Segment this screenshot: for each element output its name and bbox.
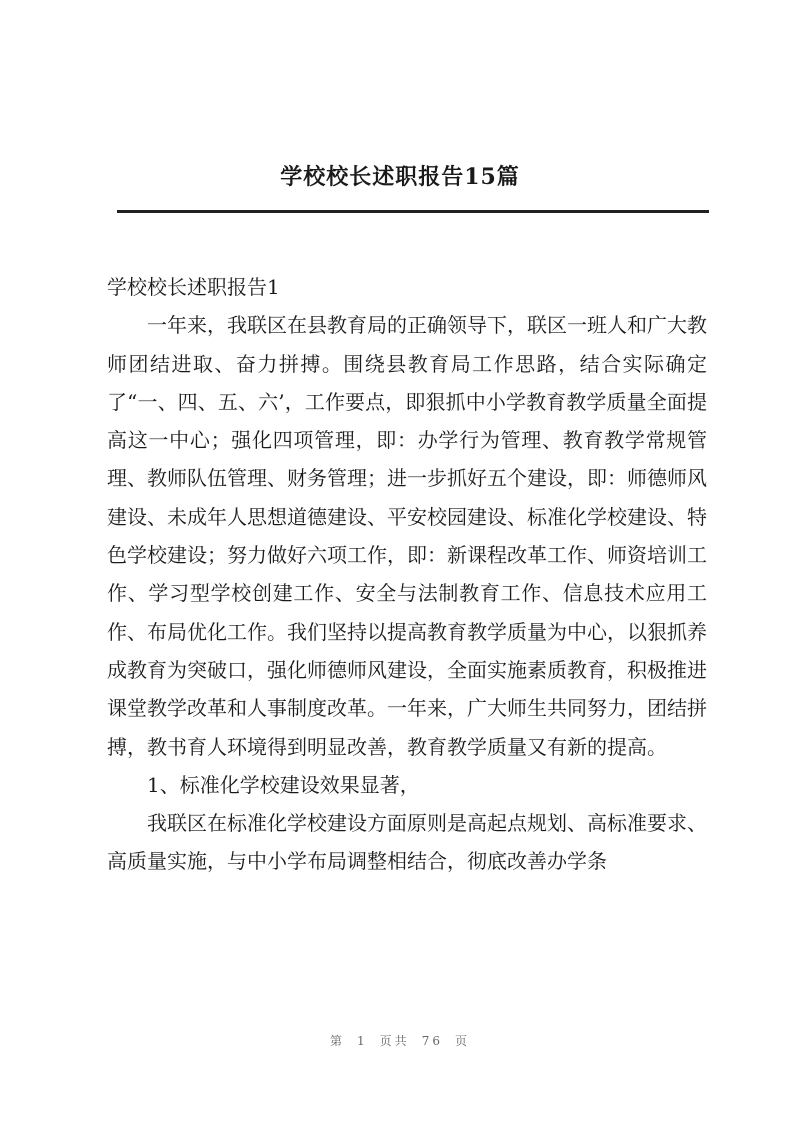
body-paragraph: 我联区在标准化学校建设方面原则是高起点规划、高标准要求、高质量实施，与中小学布局调整相结合，彻底改善办学条 — [107, 811, 707, 874]
page-label-suffix: 页 — [454, 1034, 470, 1048]
section-heading: 学校校长述职报告1 — [107, 275, 280, 299]
page-footer — [0, 1032, 800, 1049]
document-title: 学校校长述职报告15篇 — [280, 164, 520, 190]
body-paragraph: 一年来，我联区在县教育局的正确领导下，联区一班人和广大教师团结进取、奋力拼搏。围绕县教育局工作思路，结合实际确定了“一、四、五、六’，工作要点，即狠抓中小学教育教学质量全面提高这一中心；强化四项管理，即：办学行为管理、教育教学常规管理、教师队伍管理、财务管理；进一步抓好五个建设，即：师德师风建设、未成年人思想道德建设、平安校园建设、标准化学校建设、特色学校建设；努力做好六项工作，即：新课程改革工作、师资培训工作、学习型学校创建工作、安全与法制教育工作、信息技术应用工作、布局优化工作。我们坚持以提高教育教学质量为中心，以狠抓养成教育为突破口，强化师德师风建设，全面实施素质教育，积极推进课堂教学改革和人事制度改革。一年来，广大师生共同努力，团结拼搏，教书育人环境得到明显改善，教育教学质量又有新的提高。 — [107, 313, 707, 759]
subsection-heading: 1、标准化学校建设效果显著， — [147, 772, 420, 797]
current-page-number: 1 — [357, 1034, 368, 1048]
page-label-prefix: 第 — [330, 1034, 346, 1048]
title-divider — [117, 210, 709, 213]
total-pages-number: 76 — [421, 1034, 443, 1048]
page-label-mid: 页共 — [379, 1034, 410, 1048]
document-body — [107, 268, 707, 881]
